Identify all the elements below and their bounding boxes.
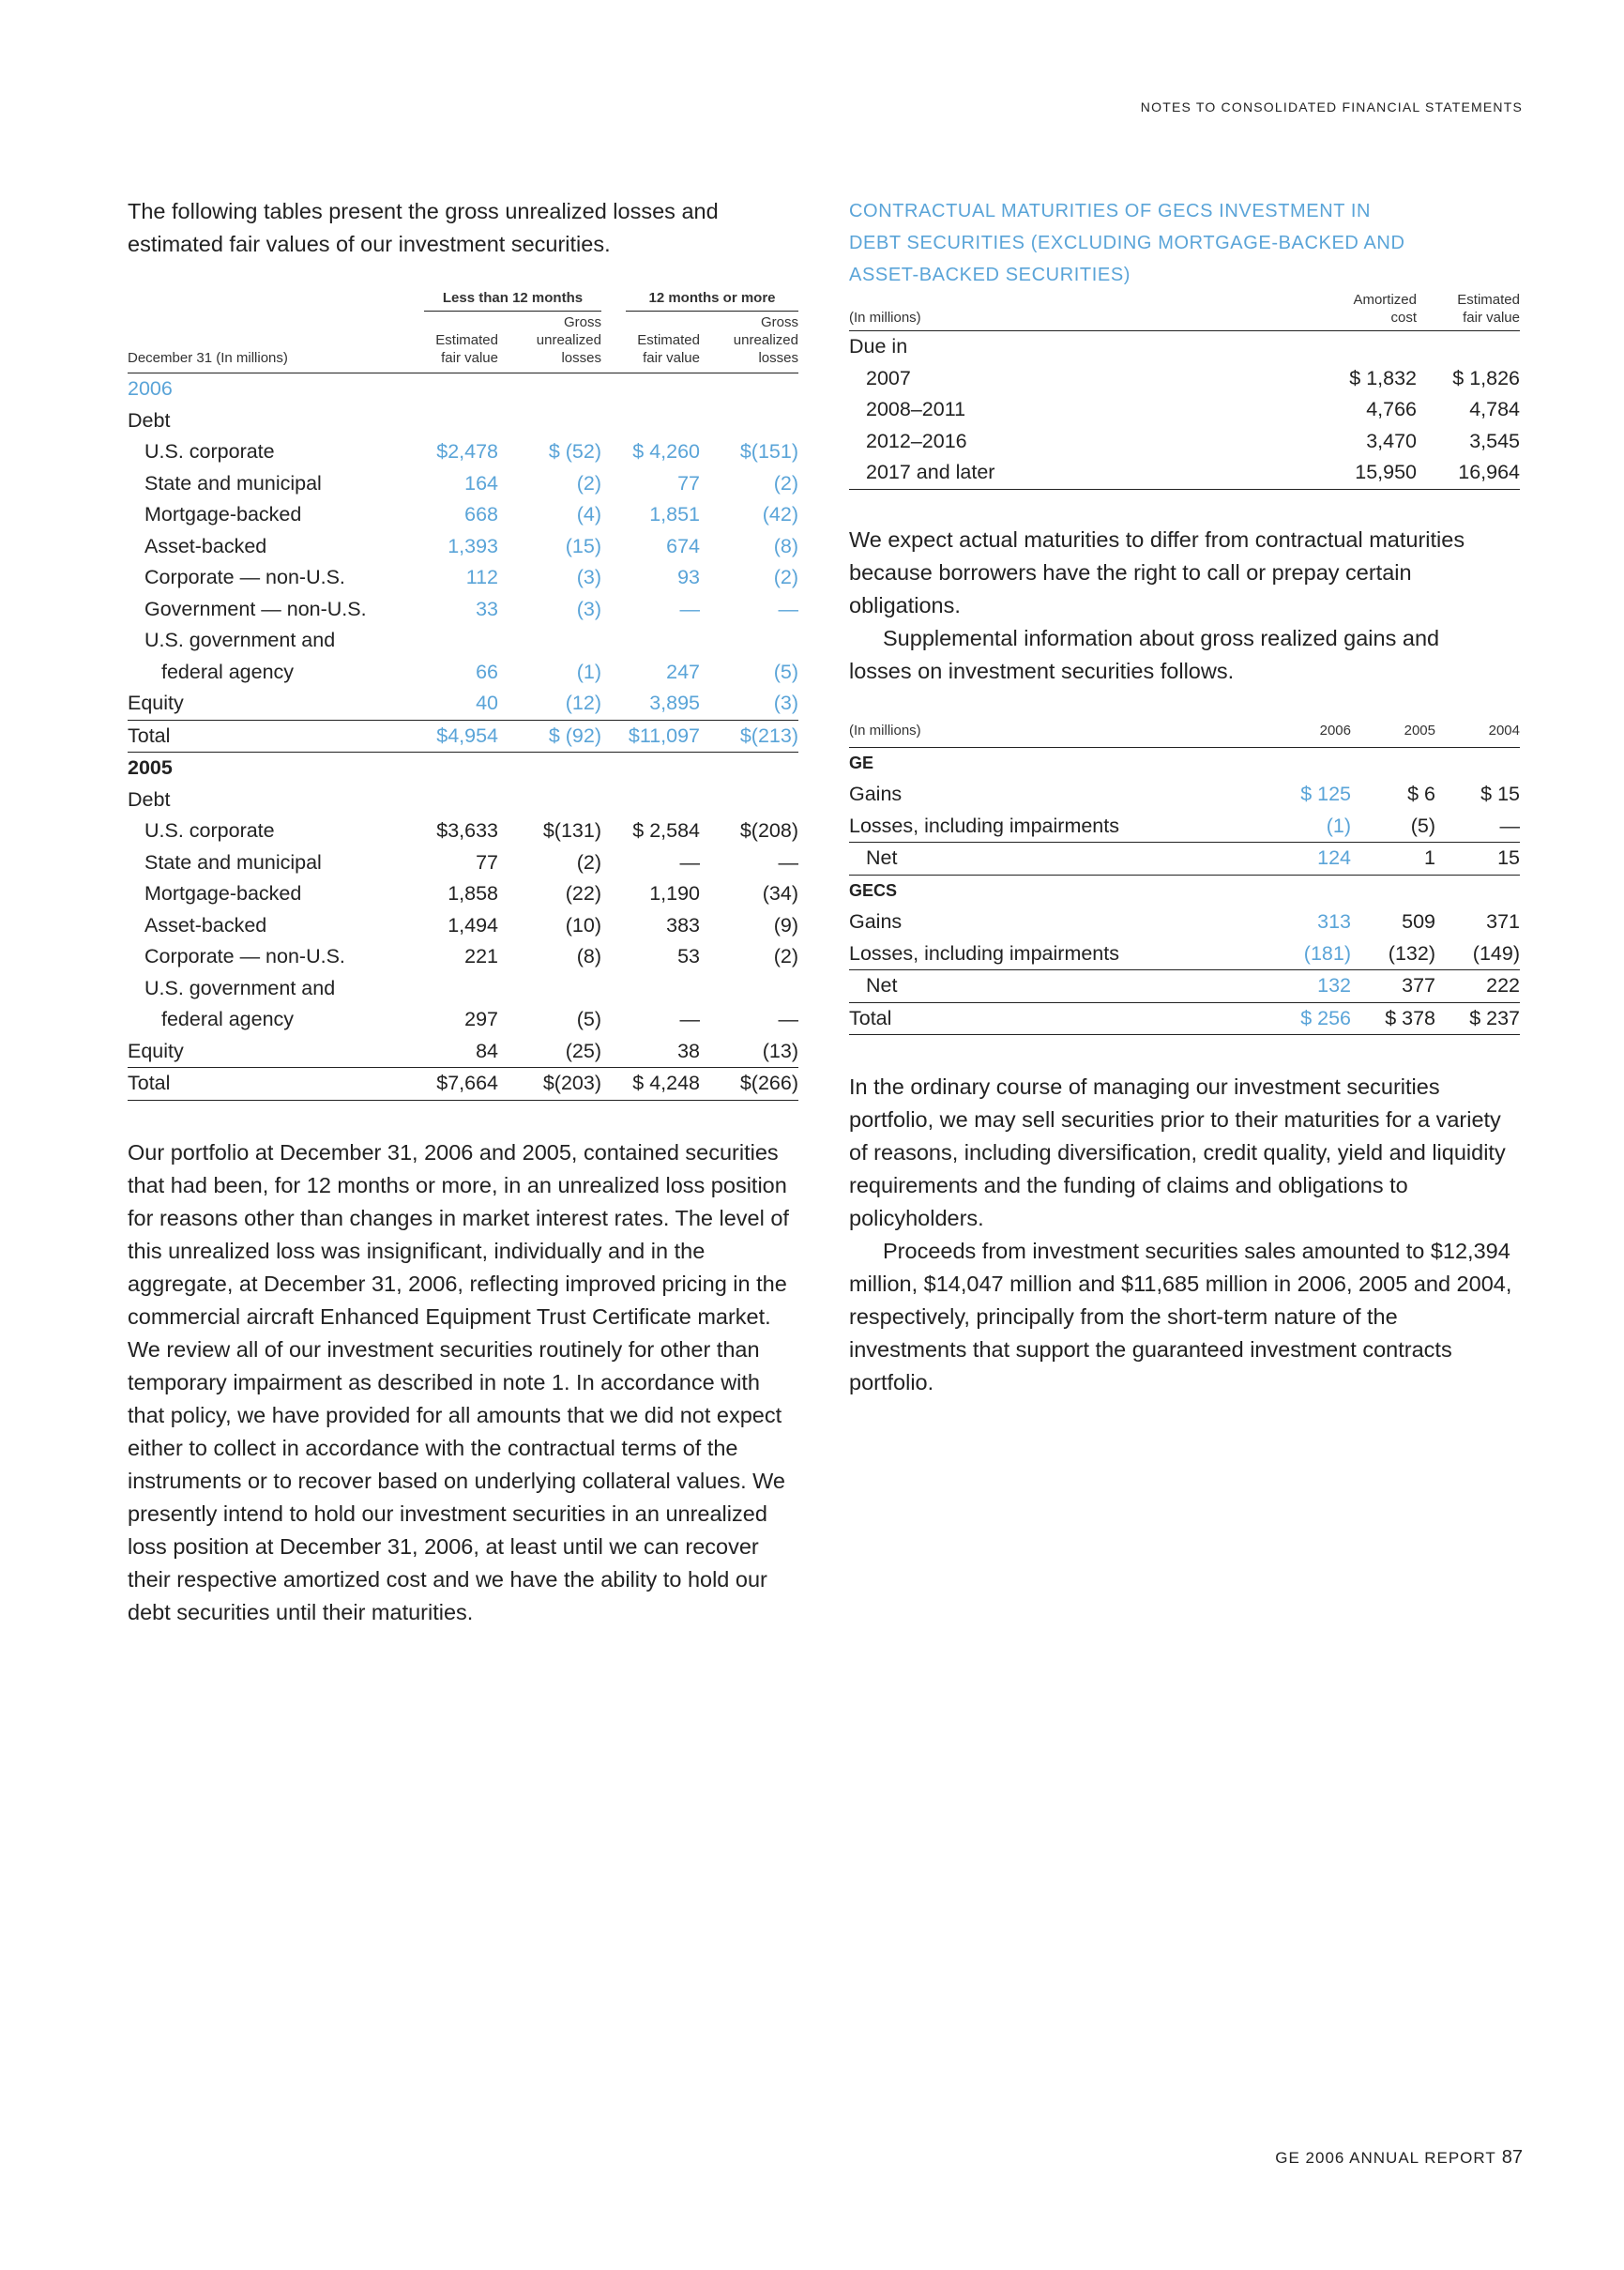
value-cell: —	[778, 850, 798, 874]
row-label: Equity	[128, 1039, 184, 1062]
table-row	[128, 878, 798, 910]
gecs-net-row	[849, 970, 1520, 1003]
maturities-title-line-1: CONTRACTUAL MATURITIES OF GECS INVESTMENT IN	[849, 201, 1372, 221]
equity-row	[128, 1036, 798, 1068]
table-row	[128, 499, 798, 531]
supplemental-paragraph: Supplemental information about gross realized gains and losses on investment securities follows.	[849, 625, 1440, 683]
value-cell: 112	[465, 566, 498, 589]
col-header-fair-value-2: Estimated fair value	[637, 332, 700, 366]
value-cell: $ 15	[1480, 783, 1520, 806]
year-label: 2005	[128, 756, 173, 780]
value-cell: (2)	[576, 850, 601, 874]
value-cell: $7,664	[400, 1068, 498, 1101]
right-column	[849, 195, 1520, 1399]
value-cell: 77	[476, 850, 498, 874]
table-row	[128, 847, 798, 879]
row-label: U.S. government and	[144, 976, 336, 999]
page-number: 87	[1501, 2147, 1523, 2168]
row-label: Asset-backed	[144, 534, 267, 557]
row-label: 2007	[866, 366, 911, 389]
unrealized-losses-table	[128, 289, 798, 1101]
debt-row	[128, 405, 798, 437]
value-cell: $ 125	[1300, 783, 1351, 806]
value-cell: (22)	[565, 882, 601, 906]
row-label: Corporate — non-U.S.	[144, 566, 345, 589]
value-cell: $(131)	[542, 819, 601, 843]
debt-label: Debt	[128, 408, 171, 432]
debt-label: Debt	[128, 787, 171, 811]
value-cell: $ 237	[1435, 1002, 1520, 1035]
value-cell: —	[679, 850, 700, 874]
value-cell: (5)	[576, 1008, 601, 1031]
value-cell: 247	[666, 660, 700, 683]
value-cell: $(208)	[739, 819, 798, 843]
value-cell: (8)	[576, 945, 601, 968]
value-cell: —	[679, 597, 700, 620]
year-2006-block	[128, 373, 798, 753]
value-cell: $3,633	[436, 819, 498, 843]
col-header-losses-2: Gross unrealized losses	[733, 314, 798, 366]
row-label: State and municipal	[144, 850, 322, 874]
year-2006-header: 2006	[1262, 722, 1351, 748]
value-cell: $ 4,260	[632, 440, 700, 464]
value-cell: (8)	[773, 534, 798, 557]
table-row	[128, 562, 798, 594]
table-row	[128, 941, 798, 973]
row-label: U.S. government and	[144, 629, 336, 652]
value-cell: $ 2,584	[632, 819, 700, 843]
value-cell: 1	[1351, 843, 1435, 876]
maturities-title	[849, 195, 1520, 291]
year-row	[128, 373, 798, 405]
value-cell: 40	[476, 692, 498, 715]
gains-rows	[849, 747, 1520, 1035]
row-label: Government — non-U.S.	[144, 597, 367, 620]
value-cell: (13)	[762, 1039, 798, 1062]
due-in-label: Due in	[849, 335, 908, 358]
value-cell: 1,494	[448, 913, 498, 937]
value-cell: 164	[464, 471, 498, 495]
value-cell: (149)	[1435, 938, 1520, 970]
value-cell: (132)	[1351, 938, 1435, 970]
value-cell: $ (52)	[548, 440, 601, 464]
value-cell: $ 378	[1351, 1002, 1435, 1035]
value-cell: 221	[464, 945, 498, 968]
value-cell: (15)	[565, 534, 601, 557]
row-label: U.S. corporate	[144, 819, 275, 843]
value-cell: 33	[476, 597, 498, 620]
ge-section-label: GE	[849, 753, 874, 772]
row-label: 2008–2011	[866, 398, 966, 421]
maturity-row	[849, 457, 1520, 489]
year-row	[128, 753, 798, 785]
value-cell: (3)	[576, 566, 601, 589]
row-header: December 31 (In millions)	[128, 312, 400, 373]
maturities-title-line-3: ASSET-BACKED SECURITIES)	[849, 265, 1131, 285]
debt-row	[128, 785, 798, 816]
row-label: Net	[849, 970, 1262, 1003]
value-cell: $(151)	[739, 440, 798, 464]
value-cell: 3,470	[1366, 429, 1417, 452]
value-cell: 15	[1435, 843, 1520, 876]
value-cell: 1,190	[649, 882, 700, 906]
gains-losses-table	[849, 722, 1520, 1036]
value-cell: (25)	[565, 1039, 601, 1062]
value-cell: (2)	[773, 471, 798, 495]
value-cell: $11,097	[601, 720, 700, 753]
maturities-col1-header-l2: cost	[1390, 310, 1417, 326]
value-cell: 124	[1262, 843, 1351, 876]
ge-net-row	[849, 843, 1520, 876]
value-cell: (3)	[773, 692, 798, 715]
value-cell: 1,393	[448, 534, 498, 557]
value-cell: $ 1,826	[1452, 366, 1520, 389]
value-cell: (2)	[773, 945, 798, 968]
value-cell: (5)	[773, 660, 798, 683]
value-cell: 84	[476, 1039, 498, 1062]
value-cell: 77	[677, 471, 700, 495]
value-cell: 53	[677, 945, 700, 968]
row-label: Gains	[849, 783, 903, 806]
value-cell: 4,784	[1469, 398, 1520, 421]
group-header-less-than-12: Less than 12 months	[424, 289, 601, 312]
value-cell: 66	[476, 660, 498, 683]
value-cell: 4,766	[1366, 398, 1417, 421]
proceeds-paragraph: Proceeds from investment securities sales amounted to $12,394 million, $14,047 million and $11,685 million in 2006, 2005 and 2004, respectively, principally from the short-term nature of the investments that support the guaranteed investment contracts portfolio.	[849, 1239, 1512, 1394]
maturity-row	[849, 363, 1520, 395]
value-cell: 383	[666, 913, 700, 937]
value-cell: (10)	[565, 913, 601, 937]
maturities-row-header: (In millions)	[849, 291, 1313, 331]
row-label: Asset-backed	[144, 913, 267, 937]
maturities-col2-header-l1: Estimated	[1457, 292, 1520, 308]
value-cell: (2)	[773, 566, 798, 589]
value-cell: $ 6	[1407, 783, 1435, 806]
value-cell: (1)	[576, 660, 601, 683]
value-cell: 3,545	[1469, 429, 1520, 452]
value-cell: $(213)	[700, 720, 798, 753]
value-cell: 1,851	[649, 503, 700, 526]
value-cell: 15,950	[1313, 457, 1417, 489]
table-row	[128, 531, 798, 563]
row-label: U.S. corporate	[144, 440, 275, 464]
value-cell: —	[679, 1008, 700, 1031]
value-cell: $2,478	[436, 440, 498, 464]
total-row	[128, 1068, 798, 1101]
value-cell: 222	[1435, 970, 1520, 1003]
value-cell: $ (92)	[498, 720, 601, 753]
value-cell: 297	[464, 1008, 498, 1031]
value-cell: $4,954	[400, 720, 498, 753]
gecs-section-row	[849, 875, 1520, 906]
table-row	[128, 1004, 798, 1036]
value-cell: (34)	[762, 882, 798, 906]
row-label: 2017 and later	[849, 457, 1313, 489]
table-row	[128, 594, 798, 626]
table-row	[128, 468, 798, 500]
gecs-gains-row	[849, 906, 1520, 938]
value-cell: (9)	[773, 913, 798, 937]
maturity-row	[849, 426, 1520, 458]
row-label: Total	[128, 720, 400, 753]
report-name: GE 2006 ANNUAL REPORT	[1275, 2149, 1496, 2167]
row-label: Equity	[128, 692, 184, 715]
table-row	[128, 657, 798, 689]
table-row	[128, 973, 798, 1005]
year-2004-header: 2004	[1435, 722, 1520, 748]
value-cell: 377	[1351, 970, 1435, 1003]
table-row	[128, 910, 798, 942]
value-cell: —	[778, 597, 798, 620]
value-cell: (4)	[576, 503, 601, 526]
table-row	[128, 625, 798, 657]
maturities-rows	[849, 363, 1520, 490]
gecs-section-label: GECS	[849, 880, 898, 900]
value-cell: (1)	[1262, 811, 1351, 843]
value-cell: 1,858	[448, 882, 498, 906]
value-cell: (42)	[762, 503, 798, 526]
row-label: Mortgage-backed	[144, 503, 302, 526]
value-cell: $ 1,832	[1349, 366, 1417, 389]
maturities-paragraph: We expect actual maturities to differ from contractual maturities because borrowers have the right to call or prepay certain obligations.	[849, 526, 1465, 617]
gains-total-row	[849, 1002, 1520, 1035]
value-cell: 3,895	[649, 692, 700, 715]
year-2005-block	[128, 753, 798, 1101]
value-cell: 371	[1486, 910, 1520, 934]
value-cell: $(203)	[498, 1068, 601, 1101]
value-cell: (3)	[576, 597, 601, 620]
value-cell: 313	[1317, 910, 1351, 934]
value-cell: (12)	[565, 692, 601, 715]
row-label: Mortgage-backed	[144, 882, 302, 906]
row-label: Losses, including impairments	[849, 811, 1262, 843]
gecs-losses-row	[849, 938, 1520, 970]
value-cell: $ 4,248	[601, 1068, 700, 1101]
value-cell: (2)	[576, 471, 601, 495]
row-label: Corporate — non-U.S.	[144, 945, 345, 968]
row-label: Net	[849, 843, 1262, 876]
value-cell: 668	[464, 503, 498, 526]
maturities-title-line-2: DEBT SECURITIES (EXCLUDING MORTGAGE-BACKED AND	[849, 233, 1405, 253]
maturities-col1-header-l1: Amortized	[1353, 292, 1417, 308]
row-label: Losses, including impairments	[849, 938, 1262, 970]
value-cell: (5)	[1351, 811, 1435, 843]
value-cell: 93	[677, 566, 700, 589]
intro-paragraph: The following tables present the gross unrealized losses and estimated fair values of our investment securities.	[128, 199, 719, 256]
value-cell: 16,964	[1417, 457, 1520, 489]
equity-row	[128, 688, 798, 720]
value-cell: $ 256	[1262, 1002, 1351, 1035]
running-header: NOTES TO CONSOLIDATED FINANCIAL STATEMENTS	[1140, 99, 1523, 114]
maturity-row	[849, 394, 1520, 426]
value-cell: 38	[677, 1039, 700, 1062]
group-header-12-or-more: 12 months or more	[626, 289, 798, 312]
page-footer	[1275, 2147, 1523, 2169]
total-row	[128, 720, 798, 753]
value-cell: (181)	[1262, 938, 1351, 970]
portfolio-paragraph: Our portfolio at December 31, 2006 and 2005, contained securities that had been, for 12 months or more, in an unrealized loss position for reasons other than changes in market interest rates. The level of this unrealized loss was insignificant, individually and in the aggregate, at December 31, 2006, reflecting improved pricing in the commercial aircraft Enhanced Equipment Trust Certificate market. We review all of our investment securities routinely for other than temporary impairment as described in note 1. In accordance with that policy, we have provided for all amounts that we did not expect either to collect in accordance with the contractual terms of the instruments or to recover based on underlying collateral values. We presently intend to hold our investment securities in an unrealized loss position at December 31, 2006, at least until we can recover their respective amortized cost and we have the ability to hold our debt securities until their maturities.	[128, 1139, 789, 1624]
value-cell: —	[1435, 811, 1520, 843]
ge-section-row	[849, 747, 1520, 779]
row-label: Total	[128, 1068, 400, 1101]
col-header-losses-1: Gross unrealized losses	[536, 314, 601, 366]
table-row	[128, 815, 798, 847]
row-label: federal agency	[161, 1008, 295, 1031]
row-label: Gains	[849, 910, 903, 934]
gains-row-header: (In millions)	[849, 722, 1262, 748]
ge-gains-row	[849, 779, 1520, 811]
value-cell: 509	[1402, 910, 1435, 934]
year-label: 2006	[128, 377, 173, 401]
row-label: Total	[849, 1002, 1262, 1035]
maturities-table	[849, 291, 1520, 490]
left-column	[128, 195, 798, 1629]
maturities-col2-header-l2: fair value	[1463, 310, 1520, 326]
col-header-fair-value-1: Estimated fair value	[435, 332, 498, 366]
value-cell: 674	[666, 534, 700, 557]
row-label: State and municipal	[144, 471, 322, 495]
ordinary-course-paragraph: In the ordinary course of managing our investment securities portfolio, we may sell securities prior to their maturities for a variety of reasons, including diversification, credit quality, yield and liquidity requirements and the funding of claims and obligations to policyholders.	[849, 1074, 1506, 1230]
value-cell: $(266)	[700, 1068, 798, 1101]
value-cell: 132	[1262, 970, 1351, 1003]
ge-losses-row	[849, 811, 1520, 843]
year-2005-header: 2005	[1351, 722, 1435, 748]
table-row	[128, 436, 798, 468]
value-cell: —	[778, 1008, 798, 1031]
row-label: 2012–2016	[866, 429, 967, 452]
row-label: federal agency	[161, 660, 295, 683]
